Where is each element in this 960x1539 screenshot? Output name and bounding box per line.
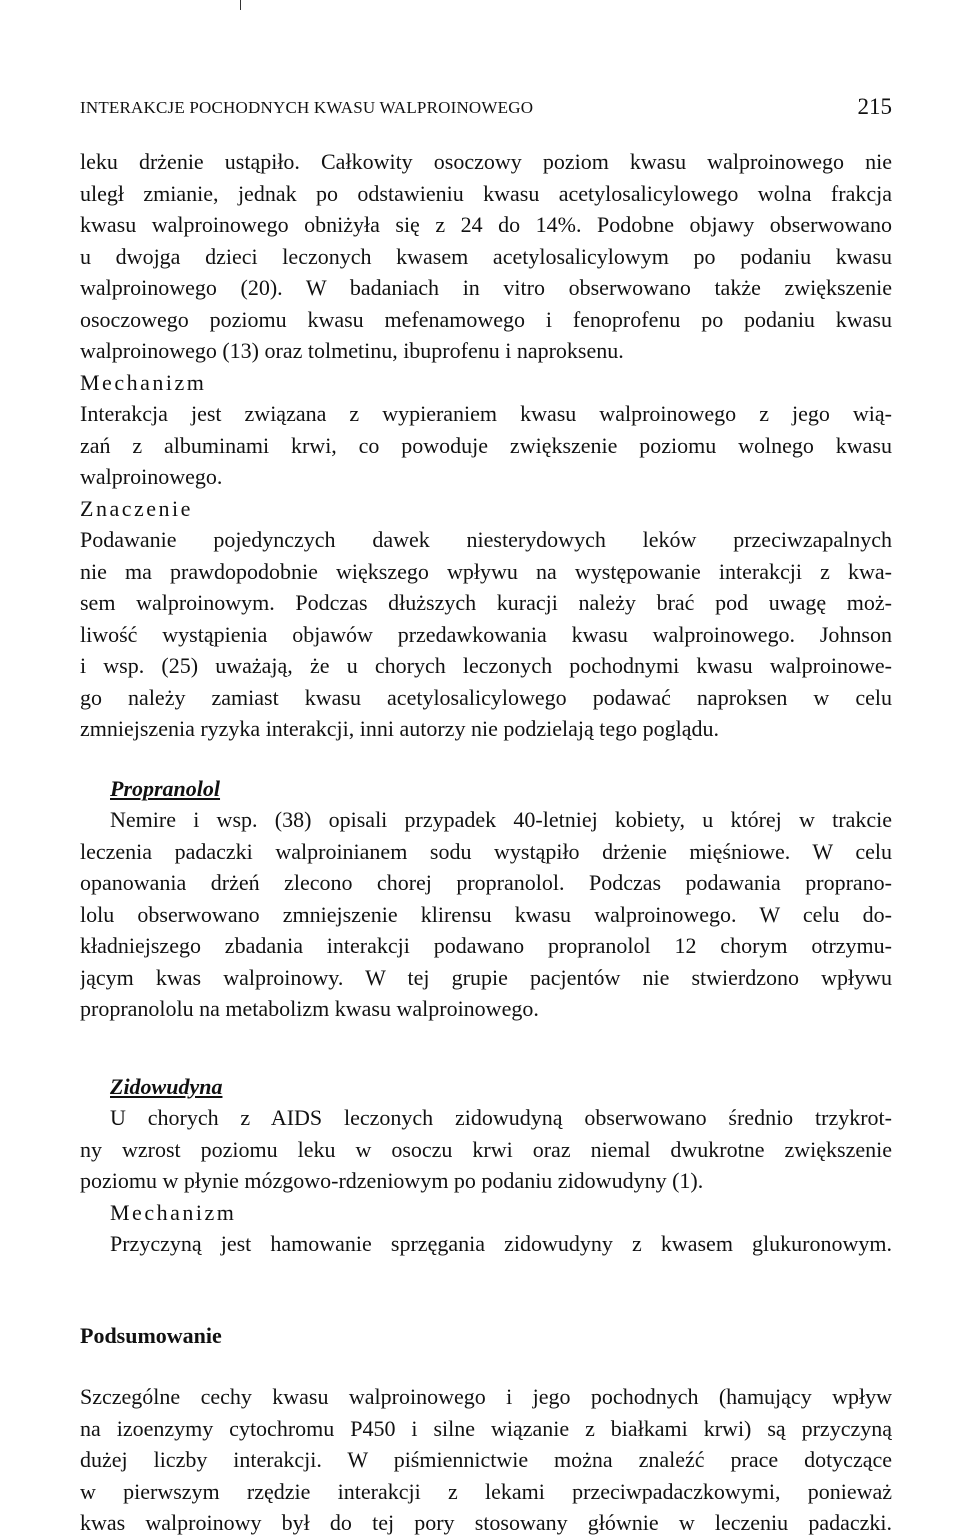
text-line: ny wzrost poziomu leku w osoczu krwi oraz niemal dwukrotne zwiększenie	[80, 1136, 892, 1162]
page-number: 215	[857, 94, 892, 119]
section-heading-propranolol	[80, 773, 892, 805]
spacer	[80, 1351, 892, 1381]
text-line: Przyczyną jest hamowanie sprzęgania zidowudyny z kwasem glukuronowym.	[110, 1231, 892, 1256]
text-line: u dwojga dzieci leczonych kwasem acetylosalicylowym po podaniu kwasu	[80, 243, 892, 269]
paragraph-significance	[80, 524, 892, 745]
paragraph-propranolol	[80, 804, 892, 1025]
text-line: Interakcja jest związana z wypieraniem kwasu walproinowego z jego wią-	[80, 401, 892, 426]
section-heading-podsumowanie	[80, 1320, 892, 1352]
text-line: nie ma prawdopodobnie większego wpływu na występowanie interakcji z kwa-	[80, 558, 892, 584]
page-edge-mark	[240, 0, 241, 10]
text-line: kładniejszego zbadania interakcji podawano propranolol 12 chorym otrzymu-	[80, 933, 892, 958]
page-header	[80, 94, 892, 124]
paragraph-summary	[80, 1381, 892, 1539]
section-heading-zidowudyna	[80, 1071, 892, 1103]
text-line: Podawanie pojedynczych dawek niesterydowych leków przeciwzapalnych	[80, 527, 892, 552]
spacer	[80, 745, 892, 773]
text-line: uległ zmianie, jednak po odstawieniu kwasu acetylosalicylowego wolna frakcja	[80, 180, 892, 206]
spacer	[80, 1025, 892, 1071]
text-line: Szczególne cechy kwasu walproinowego i jego pochodnych (hamujący wpływ	[80, 1384, 892, 1409]
text-line: jącym kwas walproinowy. W tej grupie pacjentów nie stwierdzono wpływu	[80, 964, 892, 990]
running-title: INTERAKCJE POCHODNYCH KWASU WALPROINOWEGO	[80, 98, 534, 117]
text-line: poziomu w płynie mózgowo-rdzeniowym po podaniu zidowudyny (1).	[80, 1168, 704, 1193]
text-line: na izoenzymy cytochromu P450 i silne wiązanie z białkami krwi) są przyczyną	[80, 1415, 892, 1441]
text-line: osoczowego poziomu kwasu mefenamowego i fenoprofenu po podaniu kwasu	[80, 306, 892, 332]
section-title: Propranolol	[110, 775, 221, 801]
subheading-mechanizm: Mechanizm	[110, 1199, 237, 1225]
page-body	[80, 146, 892, 1539]
paragraph-mechanism	[80, 398, 892, 493]
text-line: kwasu walproinowego obniżyła się z 24 do 14%. Podobne objawy obserwowano	[80, 212, 892, 237]
text-line: leku drżenie ustąpiło. Całkowity osoczowy poziom kwasu walproinowego nie	[80, 149, 892, 174]
paragraph-nsaid-interaction	[80, 146, 892, 367]
text-line: dużej liczby interakcji. W piśmiennictwie można znaleźć prace dotyczące	[80, 1447, 892, 1472]
text-line: sem walproinowym. Podczas dłuższych kuracji należy brać pod uwagę moż-	[80, 590, 892, 615]
text-line: U chorych z AIDS leczonych zidowudyną obserwowano średnio trzykrot-	[110, 1105, 892, 1130]
text-line: kwas walproinowy był do tej pory stosowany głównie w leczeniu padaczki.	[80, 1510, 892, 1535]
paragraph-zidowudyna	[80, 1102, 892, 1197]
text-line: i wsp. (25) uważają, że u chorych leczonych pochodnymi kwasu walproinowe-	[80, 653, 892, 678]
text-line: zmniejszenia ryzyka interakcji, inni autorzy nie podzielają tego poglądu.	[80, 716, 719, 741]
text-line: go należy zamiast kwasu acetylosalicylowego podawać naproksen w celu	[80, 684, 892, 710]
text-line: leczenia padaczki walproinianem sodu wystąpiło drżenie mięśniowe. W celu	[80, 838, 892, 864]
text-line: opanowania drżeń zlecono chorej propranolol. Podczas podawania proprano-	[80, 870, 892, 895]
text-line: liwość wystąpienia objawów przedawkowania kwasu walproinowego. Johnson	[80, 621, 892, 647]
text-line: walproinowego.	[80, 464, 223, 489]
section-title: Zidowudyna	[110, 1073, 223, 1099]
text-line: walproinowego (20). W badaniach in vitro obserwowano także zwiększenie	[80, 275, 892, 300]
subheading-znaczenie: Znaczenie	[80, 495, 193, 521]
text-line: zań z albuminami krwi, co powoduje zwiększenie poziomu wolnego kwasu	[80, 432, 892, 458]
text-line: lolu obserwowano zmniejszenie klirensu kwasu walproinowego. W celu do-	[80, 901, 892, 927]
text-line: propranololu na metabolizm kwasu walproinowego.	[80, 996, 539, 1021]
section-title: Podsumowanie	[80, 1322, 222, 1348]
subheading-mechanizm: Mechanizm	[80, 369, 207, 395]
text-line: Nemire i wsp. (38) opisali przypadek 40-letniej kobiety, u której w trakcie	[110, 807, 892, 832]
spacer	[80, 1260, 892, 1320]
text-line: walproinowego (13) oraz tolmetinu, ibuprofenu i naproksenu.	[80, 338, 624, 363]
text-line: w pierwszym rzędzie interakcji z lekami przeciwpadaczkowymi, ponieważ	[80, 1478, 892, 1504]
